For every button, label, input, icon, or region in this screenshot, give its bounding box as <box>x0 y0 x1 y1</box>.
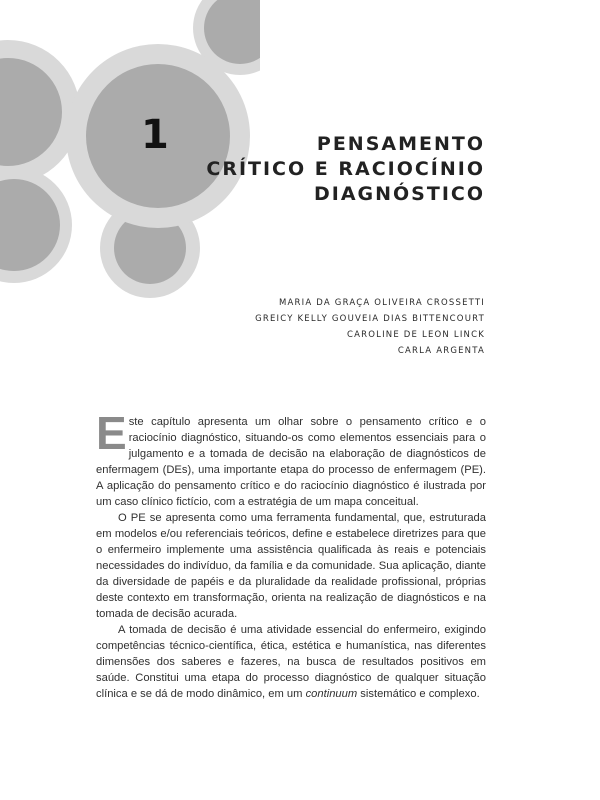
chapter-title-line: PENSAMENTO <box>316 133 485 155</box>
author-name: CARLA ARGENTA <box>397 346 485 356</box>
paragraph-intro <box>96 407 486 510</box>
paragraph-decision <box>96 622 486 702</box>
paragraph-decision-text: A tomada de decisão é uma atividade essencial do enfermeiro, exigindo competências técnico-científica, ética, estética e humanística, nas diferentes dimensões dos saberes e fazeres, na busca de resultados positivos em saúde. Constitui uma etapa do processo diagnóstico de qualquer situação clínica e se dá de modo dinâmico, em um <box>96 624 486 700</box>
paragraph-decision-end: sistemático e complexo. <box>357 688 480 700</box>
drop-cap: E <box>96 407 127 459</box>
chapter-body <box>96 407 486 702</box>
chapter-title-line: CRÍTICO E RACIOCÍNIO <box>206 158 485 180</box>
author-name: MARIA DA GRAÇA OLIVEIRA CROSSETTI <box>279 298 485 308</box>
author-name: GREICY KELLY GOUVEIA DIAS BITTENCOURT <box>255 314 485 324</box>
paragraph-intro-text: ste capítulo apresenta um olhar sobre o pensamento crítico e o raciocínio diagnóstico, situando-os como elementos essenciais para o julgamento e a tomada de decisão na elaboração de diagnósticos de enfermagem (DEs), uma importante etapa do processo de enfermagem (PE). A aplicação do pensamento crítico e do raciocínio diagnóstico é ilustrada por um caso clínico fictício, com a estratégia de um mapa conceitual. <box>96 416 486 508</box>
author-name: CAROLINE DE LEON LINCK <box>346 330 485 340</box>
author-list <box>155 295 485 359</box>
chapter-title <box>185 132 485 207</box>
chapter-number: 1 <box>141 112 169 158</box>
paragraph-pe: O PE se apresenta como uma ferramenta fundamental, que, estruturada em modelos e/ou referenciais teóricos, define e estabelece diretrizes para que o enfermeiro implemente uma assistência qualificada às reais e potenciais necessidades do indivíduo, da família e da comunidade. Sua aplicação, diante da diversidade de papéis e da pluralidade da realidade profissional, próprias deste contexto em transformação, orienta na realização de diagnósticos e na tomada de decisão acurada. <box>96 512 486 620</box>
italic-term: continuum <box>305 688 358 700</box>
chapter-title-line: DIAGNÓSTICO <box>313 183 485 205</box>
